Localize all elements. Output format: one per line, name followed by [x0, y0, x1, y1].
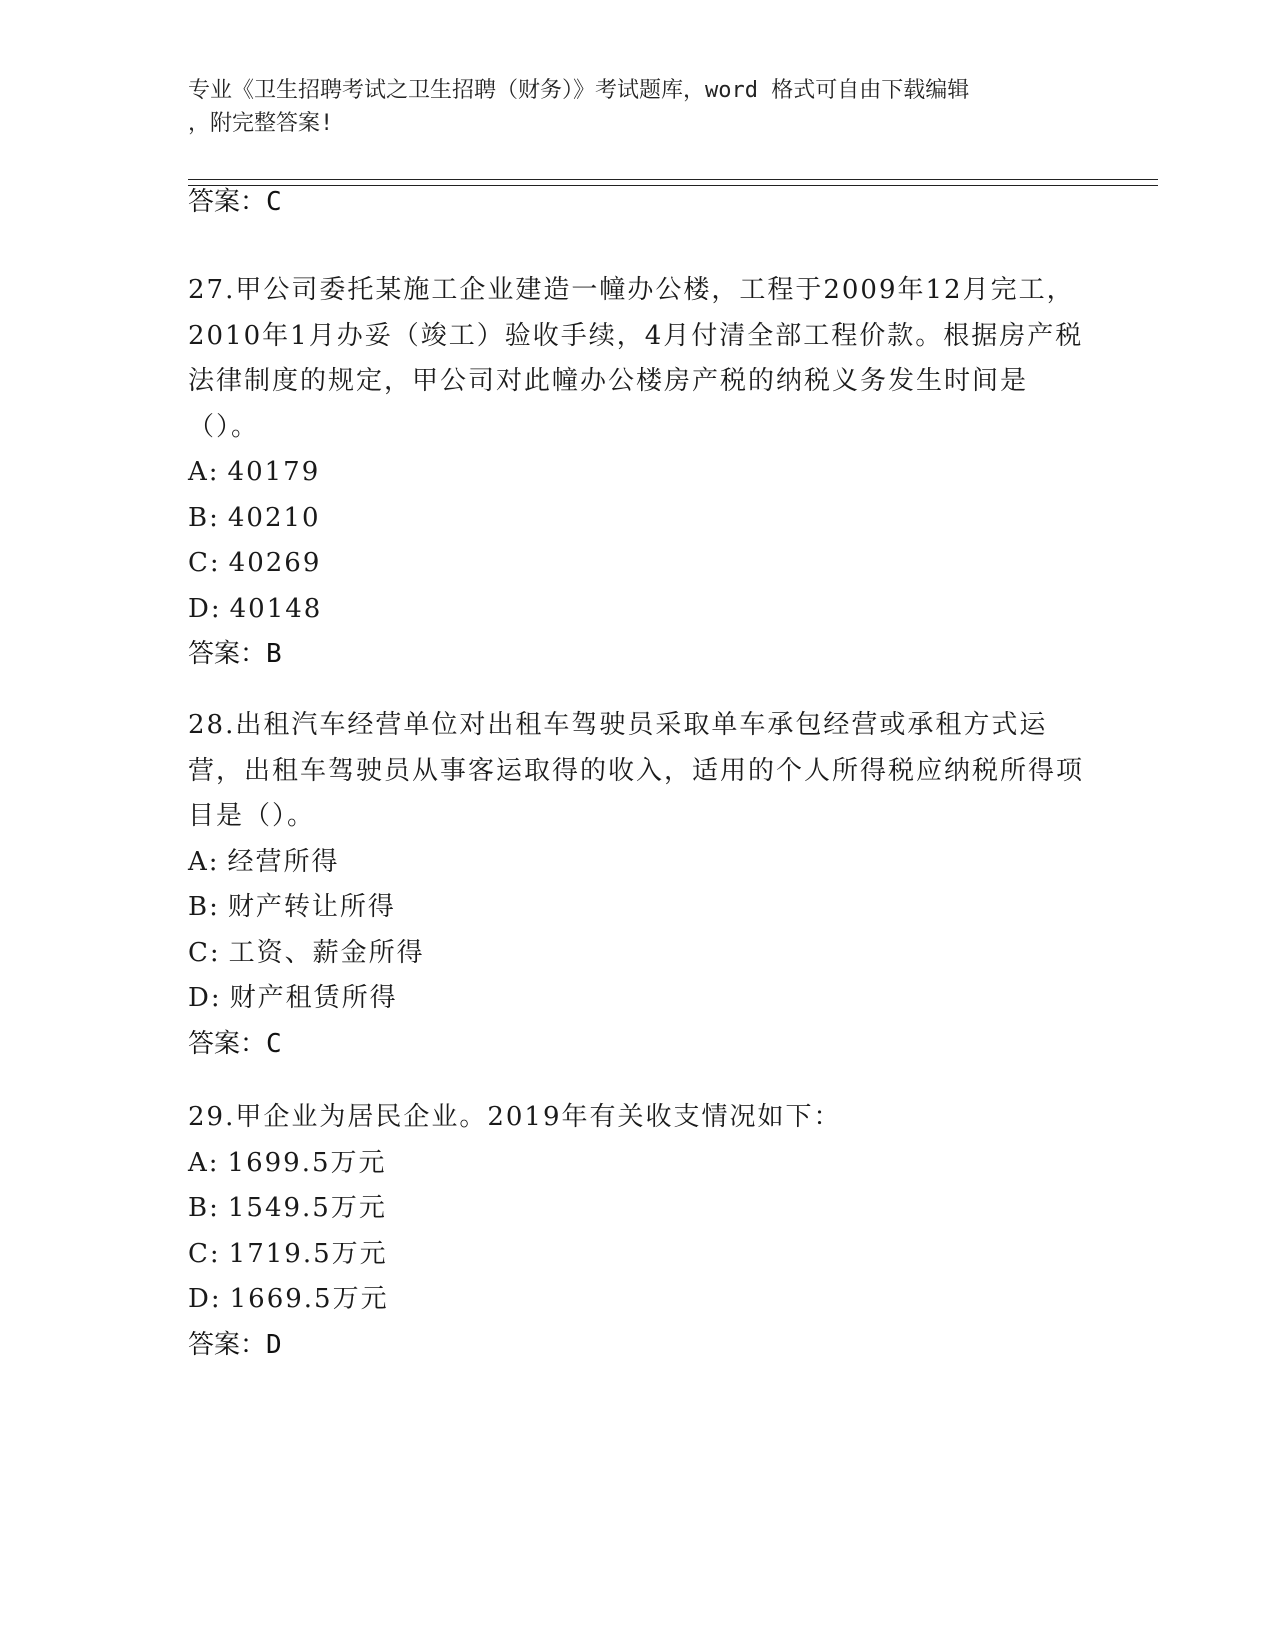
option-letter: A [188, 457, 209, 487]
option-text: 1699.5万元 [227, 1147, 387, 1178]
option-list [188, 840, 1088, 1022]
answer-line: 答案：C [188, 1028, 282, 1059]
question-text: 27.甲公司委托某施工企业建造一幢办公楼，工程于2009年12月完工，2010年1月办妥（竣工）验收手续，4月付清全部工程价款。根据房产税法律制度的规定，甲公司对此幢办公楼房产税的纳税义务发生时间是（）。 [188, 275, 1084, 442]
option-letter: C [188, 937, 210, 968]
option-letter: B [188, 892, 210, 922]
question-block [188, 1095, 1088, 1365]
option-text: 财产租赁所得 [229, 983, 398, 1013]
question-text: 28.出租汽车经营单位对出租车驾驶员采取单车承包经营或承租方式运营，出租车驾驶员从事客运取得的收入，适用的个人所得税应纳税所得项目是（）。 [188, 710, 1085, 831]
option-c: C: 1719.5万元 [188, 1232, 1088, 1278]
option-text: 1549.5万元 [227, 1193, 387, 1223]
option-list [188, 450, 1088, 632]
option-text: 40179 [227, 457, 321, 487]
option-text: 经营所得 [227, 846, 340, 877]
question-block [188, 703, 1088, 1064]
option-letter: D [188, 1284, 211, 1314]
option-text: 1719.5万元 [228, 1238, 388, 1269]
option-a: A: 经营所得 [188, 840, 1088, 886]
option-b: B: 40210 [188, 496, 1088, 542]
option-text: 工资、薪金所得 [228, 937, 425, 968]
option-letter: A [188, 846, 209, 877]
option-b: B: 财产转让所得 [188, 885, 1088, 931]
document-header [188, 74, 1088, 140]
answer-line: 答案：C [188, 187, 282, 217]
option-letter: C [188, 548, 210, 578]
answer-line: 答案：D [188, 1329, 282, 1360]
option-d: D: 财产租赁所得 [188, 976, 1088, 1022]
option-b: B: 1549.5万元 [188, 1186, 1088, 1232]
option-text: 1669.5万元 [229, 1284, 389, 1314]
option-c: C: 40269 [188, 541, 1088, 587]
option-letter: B [188, 1193, 210, 1223]
question-block [188, 268, 1088, 674]
option-letter: D [188, 983, 211, 1013]
option-text: 40269 [228, 548, 322, 578]
option-letter: A [188, 1147, 209, 1178]
option-letter: B [188, 502, 210, 533]
option-list [188, 1141, 1088, 1323]
option-d: D: 1669.5万元 [188, 1277, 1088, 1323]
question-text: 29.甲企业为居民企业。2019年有关收支情况如下： [188, 1102, 842, 1132]
option-d: D: 40148 [188, 587, 1088, 633]
option-text: 40210 [227, 502, 321, 533]
header-line-2: ，附完整答案! [188, 111, 334, 136]
option-a: A: 40179 [188, 450, 1088, 496]
option-c: C: 工资、薪金所得 [188, 931, 1088, 977]
header-line-1: 专业《卫生招聘考试之卫生招聘（财务）》考试题库，word 格式可自由下载编辑 [188, 78, 970, 103]
option-letter: C [188, 1238, 210, 1269]
option-a: A: 1699.5万元 [188, 1141, 1088, 1187]
answer-line: 答案：B [188, 639, 282, 669]
option-text: 40148 [229, 593, 323, 624]
option-letter: D [188, 593, 211, 624]
option-text: 财产转让所得 [227, 892, 396, 922]
